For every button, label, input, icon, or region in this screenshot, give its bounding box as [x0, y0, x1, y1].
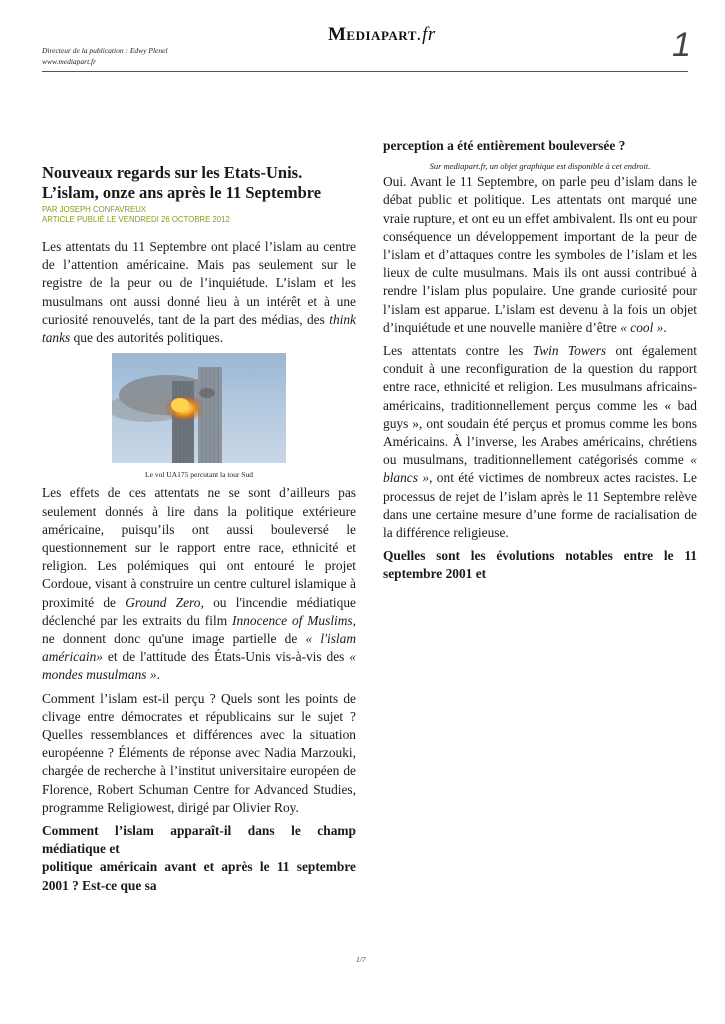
header-rule [42, 71, 688, 72]
logo-main: Mediapart [328, 24, 417, 45]
answer-2: Les attentats contre les Twin Towers ont également conduit à une reconfiguration de la question du rapport entre race, ethnicité et religion. Les musulmans africains-américains, traditionnellement perçus comme les « bad guys », ont soudain été perçus et promus comme les bons Américains. À l’inverse, les Arabes américains, chrétiens ou musulmans, traditionnellement catégorisés comme « blancs », ont été victimes de nombreux actes racistes. Le processus de rejet de l’islam après le 11 Septembre relève dans une certaine mesure d’une forme de racialisation de la différence religieuse. [383, 343, 697, 541]
article-figure [42, 353, 356, 480]
author-byline: PAR JOSEPH CONFAVREUX [42, 205, 147, 214]
article-photo [112, 353, 286, 463]
figure-caption: Le vol UA175 percutant la tour Sud [145, 470, 253, 480]
logo-ext: .fr [416, 24, 436, 45]
publication-meta [42, 45, 168, 67]
left-column [42, 163, 356, 900]
paragraph-3: Comment l’islam est-il perçu ? Quels sont les points de clivage entre démocrates et républicains sur le sujet ? Quelles ressemblances et différences avec la situation européenne ? Éléments de réponse avec Nadia Marzouki, chargée de recherche à l’institut universitaire européen de Florence, Robert Schuman Centre for Advanced Studies, programme Religiowest, dirigé par Olivier Roy. [42, 690, 356, 815]
right-column [383, 137, 697, 589]
page-number: 1 [672, 26, 691, 64]
publication-date: ARTICLE PUBLIÉ LE VENDREDI 26 OCTOBRE 2012 [42, 215, 230, 224]
question-1: Comment l’islam apparaît-il dans le champ médiatique et politique américain avant et après le 11 septembre 2001 ? Est-ce que sa [42, 823, 356, 893]
graphic-placeholder-note: Sur mediapart.fr, un objet graphique est disponible à cet endroit. [429, 161, 651, 172]
mediapart-logo [328, 24, 436, 46]
title-line-1: Nouveaux regards sur les Etats-Unis. [42, 163, 303, 182]
lede-paragraph: Les attentats du 11 Septembre ont placé l’islam au centre de l’attention américaine. Mais pas seulement sur le registre de la peur ou de l’inquiétude. L’islam et les musulmans ont aussi donné lieu à un intérêt et à une curiosité renouvelés, tant de la part des médias, des think tanks que des autorités politiques. [42, 239, 356, 346]
publication-director: Directeur de la publication : Edwy Plenel [42, 46, 168, 55]
page-footer-count: 1/7 [356, 955, 366, 964]
article-title [42, 163, 356, 203]
question-2: Quelles sont les évolutions notables entre le 11 septembre 2001 et [383, 548, 697, 582]
answer-1: Oui. Avant le 11 Septembre, on parle peu d’islam dans le débat public et politique. Les attentats ont marqué une vraie rupture, et ont eu un effet ambivalent. Ils ont eu pour conséquence un développement important de la peur de l’islam et d’attaques contre les symboles de l’islam et les lieux de culte musulmans. Mais ils ont aussi contribué à rendre l’islam plus populaire. Une grande curiosité pour l’islam est apparue. L’islam est devenu à la fois un objet d’inquiétude et une nouvelle manière d’être « cool ». [383, 174, 697, 335]
title-line-2: L’islam, onze ans après le 11 Septembre [42, 183, 322, 202]
question-1-continued: perception a été entièrement bouleversée ? [383, 138, 626, 153]
paragraph-2: Les effets de ces attentats ne se sont d’ailleurs pas seulement donnés à lire dans la politique extérieure américaine, puisqu’ils ont aussi bouleversé le questionnement sur le rapport entre race, ethnicité et religion. Les polémiques qui ont entouré le projet Cordoue, visant à construire un centre culturel islamique à proximité de Ground Zero, ou l'incendie médiatique déclenché par les extraits du film Innocence of Muslims, ne donnent donc qu'une image partielle de « l'islam américain» et de l'attitude des États-Unis vis-à-vis des « mondes musulmans ». [42, 485, 357, 683]
website-url: www.mediapart.fr [42, 57, 97, 66]
wtc-photo-illustration [112, 353, 286, 463]
